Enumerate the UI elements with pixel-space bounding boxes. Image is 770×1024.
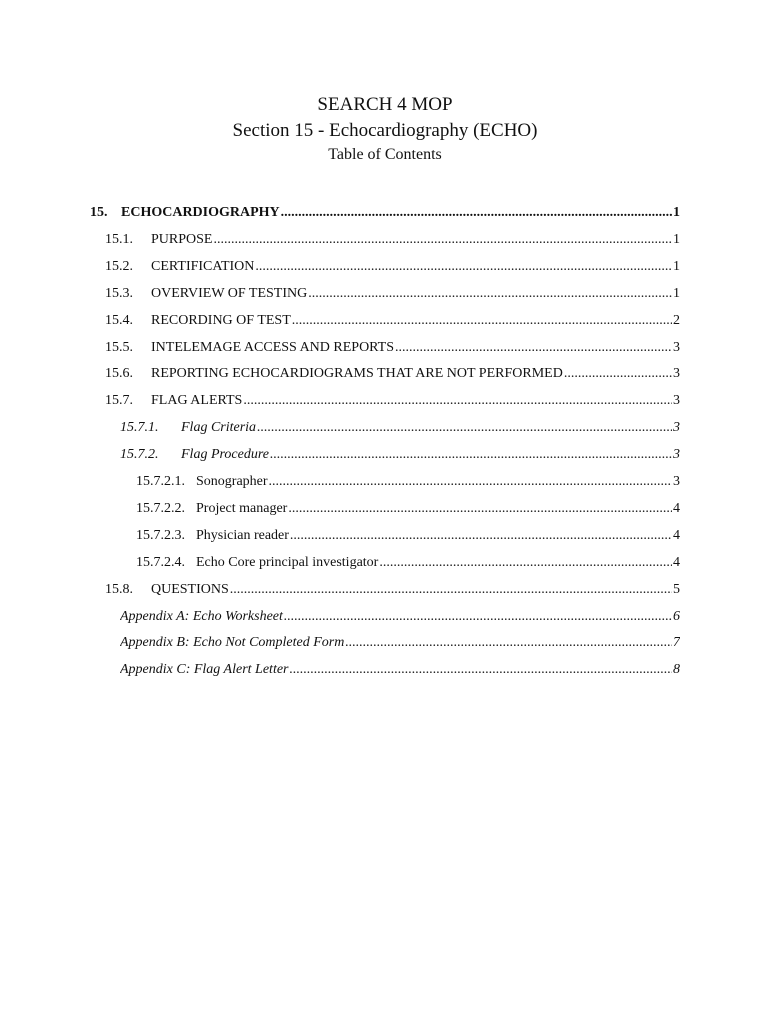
toc-entry-number: 15.6.	[105, 366, 133, 381]
toc-dot-leader	[255, 256, 672, 278]
toc-entry[interactable]	[105, 579, 680, 601]
toc-entry-page: 3	[673, 393, 680, 408]
toc-entry-number: 15.5.	[105, 340, 133, 355]
toc-entry-title: OVERVIEW OF TESTING	[151, 286, 308, 301]
toc-dot-leader	[308, 283, 672, 305]
toc-entry[interactable]	[120, 632, 680, 654]
toc-entry-page: 2	[673, 313, 680, 328]
toc-dot-leader	[290, 525, 672, 547]
toc-entry-number: 15.7.2.1.	[136, 474, 185, 489]
toc-entry[interactable]	[105, 337, 680, 359]
toc-dot-leader	[395, 337, 672, 359]
toc-dot-leader	[379, 552, 672, 574]
toc-entry-title: QUESTIONS	[151, 582, 229, 597]
toc-entry-title: Flag Procedure	[181, 447, 269, 462]
toc-entry-page: 3	[673, 447, 680, 462]
toc-dot-leader	[269, 471, 672, 493]
toc-entry-page: 3	[673, 366, 680, 381]
toc-entry-page: 3	[673, 340, 680, 355]
toc-entry-number: 15.7.2.2.	[136, 501, 185, 516]
toc-dot-leader	[290, 659, 673, 681]
toc-entry-number: 15.7.1.	[120, 420, 159, 435]
toc-dot-leader	[292, 310, 672, 332]
toc-entry[interactable]	[136, 471, 680, 493]
toc-entry-page: 6	[673, 609, 680, 624]
toc-entry-page: 3	[673, 474, 680, 489]
toc-entry[interactable]	[105, 229, 680, 251]
toc-entry-page: 1	[673, 232, 680, 247]
toc-entry[interactable]	[105, 310, 680, 332]
toc-entry-number: 15.3.	[105, 286, 133, 301]
toc-entry-number: 15.8.	[105, 582, 133, 597]
toc-entry-number: 15.4.	[105, 313, 133, 328]
toc-entry[interactable]	[120, 659, 680, 681]
toc-entry[interactable]	[105, 363, 680, 385]
toc-entry-title: Appendix C: Flag Alert Letter	[120, 662, 289, 677]
toc-entry-number: 15.7.	[105, 393, 133, 408]
toc-entry-number: 15.2.	[105, 259, 133, 274]
toc-entry-page: 1	[673, 286, 680, 301]
toc-entry-page: 5	[673, 582, 680, 597]
toc-entry[interactable]	[120, 444, 680, 466]
toc-dot-leader	[564, 363, 672, 385]
toc-entry-title: Sonographer	[196, 474, 268, 489]
toc-entry-page: 7	[673, 635, 680, 650]
document-header	[0, 92, 770, 166]
toc-entry-number: 15.1.	[105, 232, 133, 247]
toc-entry-title: Echo Core principal investigator	[196, 555, 379, 570]
toc-dot-leader	[213, 229, 672, 251]
toc-entry-title: Appendix B: Echo Not Completed Form	[120, 635, 345, 650]
toc-dot-leader	[281, 202, 672, 224]
toc-entry-page: 4	[673, 555, 680, 570]
toc-entry[interactable]	[90, 202, 680, 224]
toc-dot-leader	[270, 444, 672, 466]
toc-entry-number: 15.7.2.	[120, 447, 159, 462]
toc-entry-title: Flag Criteria	[181, 420, 257, 435]
toc-entry-page: 1	[673, 205, 680, 220]
toc-entry[interactable]	[136, 525, 680, 547]
toc-entry-number: 15.7.2.4.	[136, 555, 185, 570]
toc-entry-number: 15.7.2.3.	[136, 528, 185, 543]
toc-entry-title: Appendix A: Echo Worksheet	[120, 609, 283, 624]
document-title: SEARCH 4 MOP	[317, 94, 453, 115]
toc-entry-title: RECORDING OF TEST	[151, 313, 291, 328]
toc-entry[interactable]	[120, 606, 680, 628]
toc-entry-title: INTELEMAGE ACCESS AND REPORTS	[151, 340, 395, 355]
toc-dot-leader	[345, 632, 672, 654]
toc-entry-title: ECHOCARDIOGRAPHY	[121, 205, 280, 220]
toc-dot-leader	[230, 579, 672, 601]
toc-dot-leader	[243, 390, 672, 412]
toc-entry-page: 1	[673, 259, 680, 274]
toc-entry-page: 3	[673, 420, 680, 435]
toc-dot-leader	[288, 498, 672, 520]
toc-entry-title: Physician reader	[196, 528, 289, 543]
toc-entry[interactable]	[136, 552, 680, 574]
toc-entry-page: 8	[673, 662, 680, 677]
toc-entry-title: CERTIFICATION	[151, 259, 255, 274]
toc-entry-page: 4	[673, 528, 680, 543]
toc-entry[interactable]	[105, 256, 680, 278]
toc-dot-leader	[257, 417, 672, 439]
toc-entry-title: FLAG ALERTS	[151, 393, 243, 408]
section-title: Section 15 - Echocardiography (ECHO)	[232, 120, 538, 141]
toc-entry-title: REPORTING ECHOCARDIOGRAMS THAT ARE NOT PERFORMED	[151, 366, 563, 381]
toc-entry-title: Project manager	[196, 501, 288, 516]
toc-entry-number: 15.	[90, 205, 108, 220]
toc-entry-title: PURPOSE	[151, 232, 213, 247]
toc-entry[interactable]	[136, 498, 680, 520]
toc-dot-leader	[284, 606, 672, 628]
toc-entry[interactable]	[105, 390, 680, 412]
toc-entry[interactable]	[105, 283, 680, 305]
toc-entry-page: 4	[673, 501, 680, 516]
toc-heading: Table of Contents	[328, 146, 442, 163]
toc-entry[interactable]	[120, 417, 680, 439]
